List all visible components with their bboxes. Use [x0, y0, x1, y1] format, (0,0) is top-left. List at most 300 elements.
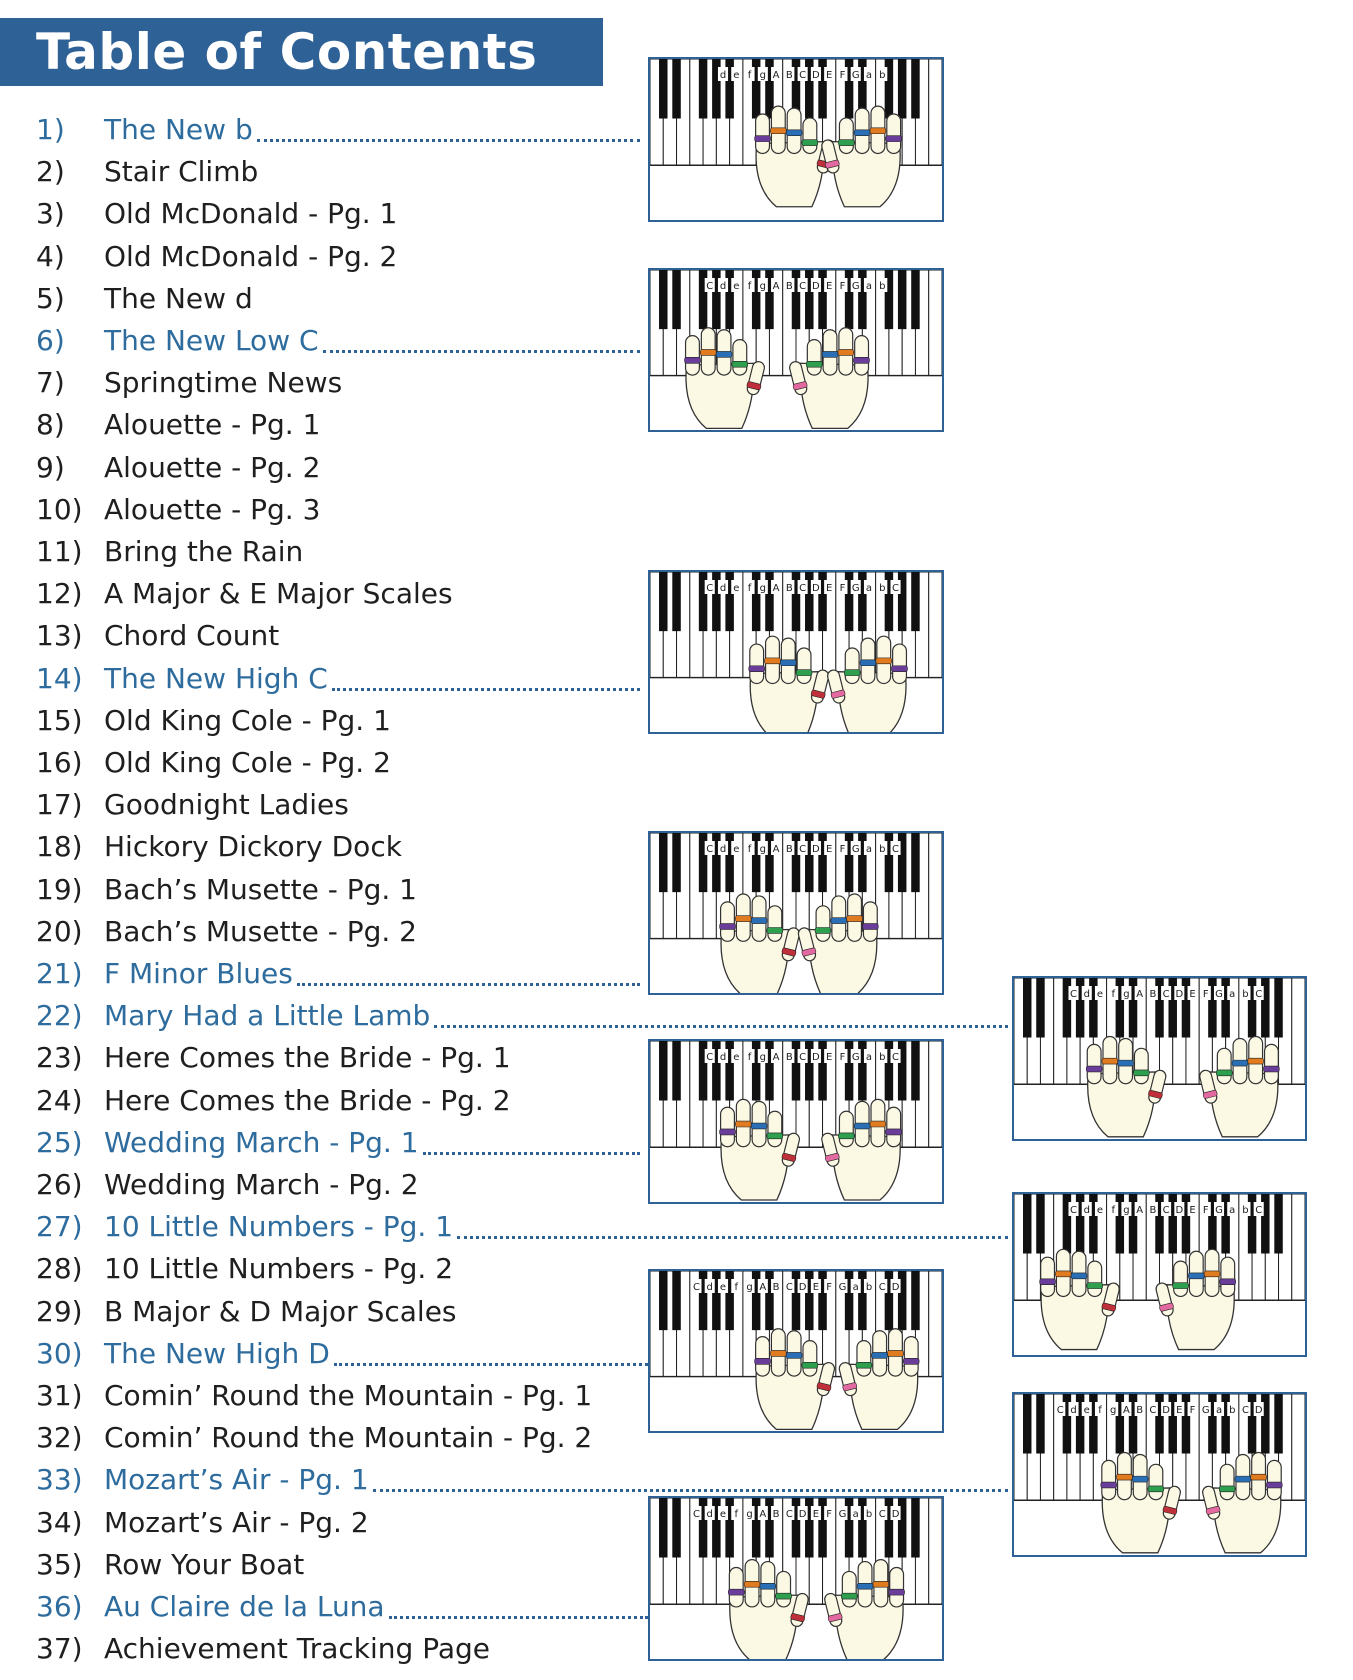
- key-label: B: [785, 1052, 793, 1063]
- toc-entry-number: 9): [36, 450, 65, 484]
- key-label: a: [852, 1509, 859, 1520]
- key-label: C: [1070, 1205, 1078, 1216]
- key-label: a: [1215, 1405, 1223, 1416]
- key-label: C: [892, 844, 900, 855]
- key-label: f: [1111, 989, 1115, 1000]
- key-label: e: [733, 844, 740, 855]
- black-key: [672, 833, 680, 892]
- toc-entry-number: 18): [36, 830, 83, 864]
- toc-entry-title[interactable]: The New High C: [104, 661, 328, 695]
- key-label: E: [826, 70, 833, 81]
- key-label: G: [851, 844, 860, 855]
- key-label: C: [799, 281, 807, 292]
- key-label: e: [1096, 989, 1104, 1000]
- white-key: [929, 270, 942, 376]
- key-label: a: [865, 844, 873, 855]
- key-label: b: [1242, 989, 1249, 1000]
- black-key: [1274, 978, 1282, 1038]
- key-label: d: [1083, 989, 1090, 1000]
- toc-entry-number: 30): [36, 1336, 83, 1370]
- key-label: e: [733, 1052, 740, 1063]
- toc-leader-line: [334, 1363, 648, 1366]
- key-label: g: [759, 583, 766, 594]
- keyboard-svg: [650, 1271, 942, 1431]
- toc-entry-title: Here Comes the Bride - Pg. 2: [104, 1083, 511, 1117]
- page-title: Table of Contents: [36, 23, 538, 81]
- toc-leader-line: [332, 688, 640, 691]
- toc-entry-title: The New d: [104, 281, 253, 315]
- white-key: [929, 572, 942, 678]
- black-key: [672, 1271, 680, 1330]
- keyboard-diagram-au-claire: [648, 1496, 944, 1661]
- black-key: [911, 59, 919, 119]
- toc-entry-title: Old McDonald - Pg. 1: [104, 197, 398, 231]
- key-label: B: [785, 844, 793, 855]
- toc-entry: [0, 492, 1353, 528]
- toc-entry-number: 21): [36, 957, 83, 990]
- key-label: d: [1083, 1205, 1090, 1216]
- black-key: [672, 1498, 680, 1558]
- keyboard-diagram-mary-had-a-little-lamb: [1012, 976, 1307, 1141]
- key-label: a: [865, 70, 873, 81]
- black-key: [1036, 978, 1044, 1038]
- key-label: A: [759, 1282, 767, 1293]
- toc-entry-number: 29): [36, 1294, 83, 1328]
- black-key: [1023, 1194, 1031, 1254]
- toc-entry-title: Comin’ Round the Mountain - Pg. 2: [104, 1421, 593, 1455]
- black-key: [1274, 1194, 1282, 1254]
- toc-entry-title[interactable]: Mozart’s Air - Pg. 1: [104, 1463, 369, 1497]
- key-label: b: [1242, 1205, 1249, 1216]
- toc-entry: [0, 787, 1353, 823]
- toc-entry-title: Achievement Tracking Page: [104, 1632, 490, 1666]
- black-key: [1274, 1394, 1282, 1454]
- key-label: C: [706, 1052, 714, 1063]
- key-label: C: [1241, 1405, 1249, 1416]
- key-label: b: [879, 281, 886, 292]
- toc-entry-title: Bach’s Musette - Pg. 2: [104, 914, 417, 948]
- key-label: C: [799, 844, 807, 855]
- key-label: g: [1123, 1205, 1130, 1216]
- black-key: [911, 1041, 919, 1101]
- black-key: [1036, 1394, 1044, 1454]
- keyboard-svg: [650, 1498, 942, 1659]
- toc-entry-number: 37): [36, 1632, 83, 1666]
- key-label: g: [1110, 1405, 1117, 1416]
- toc-entry-title[interactable]: The New b: [104, 113, 253, 146]
- key-label: D: [1175, 989, 1184, 1000]
- black-key: [659, 1498, 667, 1558]
- key-label: e: [719, 1282, 727, 1293]
- toc-entry-number: 1): [36, 113, 65, 146]
- key-label: G: [838, 1282, 847, 1293]
- key-label: B: [785, 281, 793, 292]
- key-label: g: [746, 1509, 753, 1520]
- toc-entry-number: 15): [36, 703, 83, 737]
- white-key: [929, 59, 942, 165]
- key-label: D: [812, 1052, 820, 1063]
- keyboard-diagram-wedding-march: [648, 1039, 944, 1204]
- key-label: C: [706, 844, 714, 855]
- keyboard-svg: [1014, 1194, 1305, 1355]
- key-label: D: [812, 583, 820, 594]
- key-label: G: [851, 583, 860, 594]
- black-key: [659, 1041, 667, 1101]
- key-label: C: [799, 1052, 807, 1063]
- key-label: E: [812, 1509, 820, 1520]
- key-label: b: [1229, 1405, 1236, 1416]
- black-key: [659, 833, 667, 892]
- key-label: d: [719, 844, 727, 855]
- key-label: C: [692, 1509, 700, 1520]
- key-label: C: [892, 583, 900, 594]
- toc-entry-title[interactable]: Mary Had a Little Lamb: [104, 999, 431, 1033]
- key-label: D: [812, 844, 820, 855]
- black-key: [911, 270, 919, 329]
- key-label: C: [1255, 1205, 1263, 1216]
- key-label: C: [706, 583, 714, 594]
- toc-leader-line: [297, 983, 640, 986]
- key-label: C: [692, 1282, 700, 1293]
- key-label: b: [879, 583, 886, 594]
- toc-entry-title: Bach’s Musette - Pg. 1: [104, 872, 417, 906]
- toc-entry-number: 26): [36, 1168, 83, 1201]
- key-label: g: [746, 1282, 753, 1293]
- key-label: C: [785, 1282, 793, 1293]
- key-label: E: [812, 1282, 820, 1293]
- toc-entry-number: 10): [36, 492, 83, 526]
- toc-entry-title[interactable]: The New Low C: [104, 324, 319, 357]
- key-label: E: [826, 1052, 833, 1063]
- key-label: f: [747, 583, 752, 594]
- black-key: [672, 59, 680, 119]
- key-label: e: [733, 281, 740, 292]
- key-label: E: [1189, 1205, 1196, 1216]
- key-label: a: [852, 1282, 859, 1293]
- toc-entry-number: 12): [36, 577, 83, 611]
- key-label: a: [865, 1052, 873, 1063]
- toc-entry-number: 24): [36, 1083, 83, 1117]
- black-key: [1036, 1194, 1044, 1254]
- toc-entry-title: Stair Climb: [104, 155, 259, 189]
- key-label: a: [865, 583, 873, 594]
- key-label: C: [799, 583, 807, 594]
- key-label: B: [1149, 1205, 1157, 1216]
- key-label: F: [839, 844, 846, 855]
- key-label: f: [1111, 1205, 1115, 1216]
- toc-entry-title: Hickory Dickory Dock: [104, 830, 402, 864]
- key-label: G: [851, 70, 860, 81]
- black-key: [911, 1498, 919, 1558]
- key-label: d: [719, 583, 727, 594]
- key-label: e: [1083, 1405, 1090, 1416]
- white-key: [1292, 978, 1305, 1084]
- key-label: B: [1149, 989, 1157, 1000]
- key-label: C: [1162, 1205, 1170, 1216]
- key-label: C: [799, 70, 807, 81]
- toc-leader-line: [457, 1236, 1008, 1239]
- key-label: a: [865, 281, 873, 292]
- black-key: [659, 270, 667, 329]
- key-label: E: [826, 844, 833, 855]
- black-key: [672, 1041, 680, 1101]
- black-key: [659, 1271, 667, 1330]
- toc-entry-number: 25): [36, 1125, 83, 1159]
- keyboard-diagram-mozarts-air: [1012, 1392, 1307, 1557]
- key-label: D: [891, 1282, 900, 1293]
- black-key: [699, 59, 707, 119]
- black-key: [672, 572, 680, 631]
- black-key: [1023, 978, 1031, 1038]
- key-label: F: [1202, 1205, 1209, 1216]
- toc-entry-number: 31): [36, 1379, 83, 1412]
- toc-entry-title[interactable]: F Minor Blues: [104, 957, 293, 990]
- key-label: g: [759, 1052, 766, 1063]
- toc-entry-number: 13): [36, 619, 83, 653]
- toc-entry-title: Goodnight Ladies: [104, 788, 349, 822]
- key-label: D: [1175, 1205, 1184, 1216]
- toc-entry-title: Old King Cole - Pg. 2: [104, 746, 391, 779]
- black-key: [911, 833, 919, 892]
- key-label: b: [879, 70, 886, 81]
- key-label: d: [719, 281, 727, 292]
- key-label: B: [785, 583, 793, 594]
- toc-entry-number: 4): [36, 239, 65, 273]
- toc-entry-number: 36): [36, 1590, 83, 1623]
- key-label: C: [1162, 989, 1170, 1000]
- key-label: g: [1123, 989, 1130, 1000]
- black-key: [911, 1271, 919, 1330]
- key-label: E: [826, 281, 833, 292]
- black-key: [672, 270, 680, 329]
- key-label: E: [1176, 1405, 1183, 1416]
- key-label: C: [785, 1509, 793, 1520]
- key-label: f: [734, 1509, 739, 1520]
- toc-leader-line: [257, 139, 640, 142]
- key-label: f: [747, 281, 752, 292]
- keyboard-diagram-new-high-c: [648, 570, 944, 734]
- toc-entry-title[interactable]: The New High D: [104, 1336, 330, 1370]
- key-label: D: [1254, 1405, 1263, 1416]
- key-label: A: [772, 281, 780, 292]
- black-key: [1023, 1394, 1031, 1454]
- toc-entry-number: 35): [36, 1547, 83, 1581]
- key-label: d: [719, 1052, 727, 1063]
- keyboard-svg: [1014, 978, 1305, 1139]
- toc-entry-number: 19): [36, 872, 83, 906]
- toc-entry-title[interactable]: Wedding March - Pg. 1: [104, 1125, 419, 1159]
- white-key: [1292, 1394, 1305, 1500]
- black-key: [659, 59, 667, 119]
- key-label: e: [733, 583, 740, 594]
- key-label: f: [1098, 1405, 1102, 1416]
- white-key: [929, 1041, 942, 1147]
- key-label: f: [747, 70, 752, 81]
- key-label: G: [851, 281, 860, 292]
- keyboard-svg: [650, 1041, 942, 1202]
- key-label: b: [879, 1052, 886, 1063]
- key-label: D: [812, 70, 820, 81]
- key-label: A: [772, 844, 780, 855]
- black-key: [911, 572, 919, 631]
- key-label: C: [878, 1282, 886, 1293]
- key-label: F: [826, 1509, 833, 1520]
- key-label: f: [747, 844, 752, 855]
- keyboard-svg: [650, 572, 942, 732]
- toc-entry-number: 6): [36, 324, 65, 357]
- key-label: E: [1189, 989, 1196, 1000]
- toc-entry-title: B Major & D Major Scales: [104, 1294, 457, 1328]
- toc-entry-title: Alouette - Pg. 2: [104, 450, 321, 484]
- toc-entry-title: Old McDonald - Pg. 2: [104, 239, 398, 273]
- key-label: e: [733, 70, 740, 81]
- keyboard-svg: [1014, 1394, 1305, 1555]
- key-label: B: [1136, 1405, 1144, 1416]
- key-label: d: [719, 70, 727, 81]
- key-label: C: [1056, 1405, 1064, 1416]
- toc-entry-title: Bring the Rain: [104, 535, 304, 568]
- toc-entry-number: 32): [36, 1421, 83, 1455]
- key-label: D: [798, 1509, 807, 1520]
- toc-entry-number: 34): [36, 1505, 83, 1539]
- key-label: g: [759, 281, 766, 292]
- toc-entry-title: Comin’ Round the Mountain - Pg. 1: [104, 1379, 593, 1412]
- toc-leader-line: [373, 1489, 1008, 1492]
- key-label: b: [879, 844, 886, 855]
- toc-entry-title: Old King Cole - Pg. 1: [104, 703, 391, 737]
- key-label: B: [772, 1509, 780, 1520]
- key-label: A: [772, 1052, 780, 1063]
- key-label: A: [759, 1509, 767, 1520]
- key-label: a: [1229, 989, 1236, 1000]
- white-key: [929, 1498, 942, 1604]
- keyboard-diagram-new-b: [648, 57, 944, 222]
- toc-entry-title: 10 Little Numbers - Pg. 2: [104, 1252, 454, 1286]
- key-label: e: [1096, 1205, 1104, 1216]
- toc-entry-title: Wedding March - Pg. 2: [104, 1168, 419, 1201]
- toc-entry-number: 11): [36, 535, 83, 568]
- toc-entry-number: 33): [36, 1463, 83, 1497]
- key-label: f: [734, 1282, 739, 1293]
- toc-entry-number: 17): [36, 788, 83, 822]
- keyboard-svg: [650, 59, 942, 220]
- toc-entry-title[interactable]: 10 Little Numbers - Pg. 1: [104, 1210, 454, 1244]
- toc-entry-title: A Major & E Major Scales: [104, 577, 453, 611]
- toc-entry-number: 2): [36, 155, 65, 189]
- key-label: G: [851, 1052, 860, 1063]
- key-label: F: [1202, 989, 1209, 1000]
- keyboard-diagram-new-low-c: [648, 268, 944, 432]
- black-key: [898, 270, 906, 329]
- toc-entry-title: Row Your Boat: [104, 1547, 305, 1581]
- key-label: A: [772, 583, 780, 594]
- key-label: b: [865, 1282, 873, 1293]
- key-label: G: [1215, 1205, 1223, 1216]
- key-label: B: [772, 1282, 780, 1293]
- toc-entry: [0, 745, 1353, 781]
- key-label: A: [1123, 1405, 1130, 1416]
- white-key: [1292, 1194, 1305, 1300]
- key-label: D: [798, 1282, 807, 1293]
- keyboard-diagram-f-minor-blues: [648, 831, 944, 995]
- toc-entry-title: Here Comes the Bride - Pg. 1: [104, 1041, 511, 1075]
- toc-entry-title: Chord Count: [104, 619, 280, 653]
- key-label: d: [1070, 1405, 1077, 1416]
- toc-leader-line: [323, 350, 640, 353]
- keyboard-diagram-10-little-numbers: [1012, 1192, 1307, 1357]
- white-key: [929, 1271, 942, 1377]
- toc-entry-title[interactable]: Au Claire de la Luna: [104, 1590, 385, 1623]
- key-label: f: [747, 1052, 752, 1063]
- key-label: a: [1229, 1205, 1236, 1216]
- key-label: A: [772, 70, 780, 81]
- key-label: A: [1136, 1205, 1144, 1216]
- toc-entry-number: 7): [36, 366, 65, 400]
- key-label: E: [826, 583, 833, 594]
- toc-entry-number: 5): [36, 281, 65, 315]
- toc-entry-number: 20): [36, 914, 83, 948]
- key-label: B: [785, 70, 793, 81]
- keyboard-svg: [650, 833, 942, 993]
- key-label: F: [1189, 1405, 1196, 1416]
- key-label: F: [839, 583, 846, 594]
- toc-entry-title: Alouette - Pg. 1: [104, 408, 321, 442]
- toc-entry-number: 23): [36, 1041, 83, 1075]
- toc-entry-number: 14): [36, 661, 83, 695]
- key-label: F: [826, 1282, 833, 1293]
- key-label: C: [1255, 989, 1263, 1000]
- key-label: G: [838, 1509, 847, 1520]
- key-label: C: [706, 281, 714, 292]
- white-key: [929, 833, 942, 939]
- toc-entry-number: 27): [36, 1210, 83, 1244]
- toc-entry-number: 16): [36, 746, 83, 779]
- toc-entry-number: 28): [36, 1252, 83, 1286]
- key-label: G: [1215, 989, 1223, 1000]
- toc-entry: [0, 450, 1353, 486]
- toc-entry-number: 22): [36, 999, 83, 1033]
- black-key: [659, 572, 667, 631]
- black-key: [898, 59, 906, 119]
- key-label: g: [759, 70, 766, 81]
- key-label: D: [891, 1509, 900, 1520]
- toc-entry-title: Alouette - Pg. 3: [104, 492, 321, 526]
- key-label: C: [1149, 1405, 1157, 1416]
- keyboard-svg: [650, 270, 942, 430]
- toc-entry-number: 8): [36, 408, 65, 442]
- key-label: G: [1201, 1405, 1210, 1416]
- key-label: g: [759, 844, 766, 855]
- key-label: C: [892, 1052, 900, 1063]
- key-label: e: [719, 1509, 727, 1520]
- key-label: d: [706, 1282, 713, 1293]
- key-label: A: [1136, 989, 1144, 1000]
- toc-entry-title: Mozart’s Air - Pg. 2: [104, 1505, 369, 1539]
- key-label: d: [706, 1509, 713, 1520]
- key-label: b: [865, 1509, 873, 1520]
- toc-entry: [0, 534, 1353, 570]
- key-label: C: [878, 1509, 886, 1520]
- key-label: D: [812, 281, 820, 292]
- keyboard-diagram-new-high-d: [648, 1269, 944, 1433]
- key-label: F: [839, 281, 846, 292]
- key-label: D: [1162, 1405, 1170, 1416]
- key-label: F: [839, 1052, 846, 1063]
- toc-leader-line: [389, 1616, 648, 1619]
- toc-leader-line: [423, 1152, 640, 1155]
- key-label: C: [1070, 989, 1078, 1000]
- key-label: F: [839, 70, 846, 81]
